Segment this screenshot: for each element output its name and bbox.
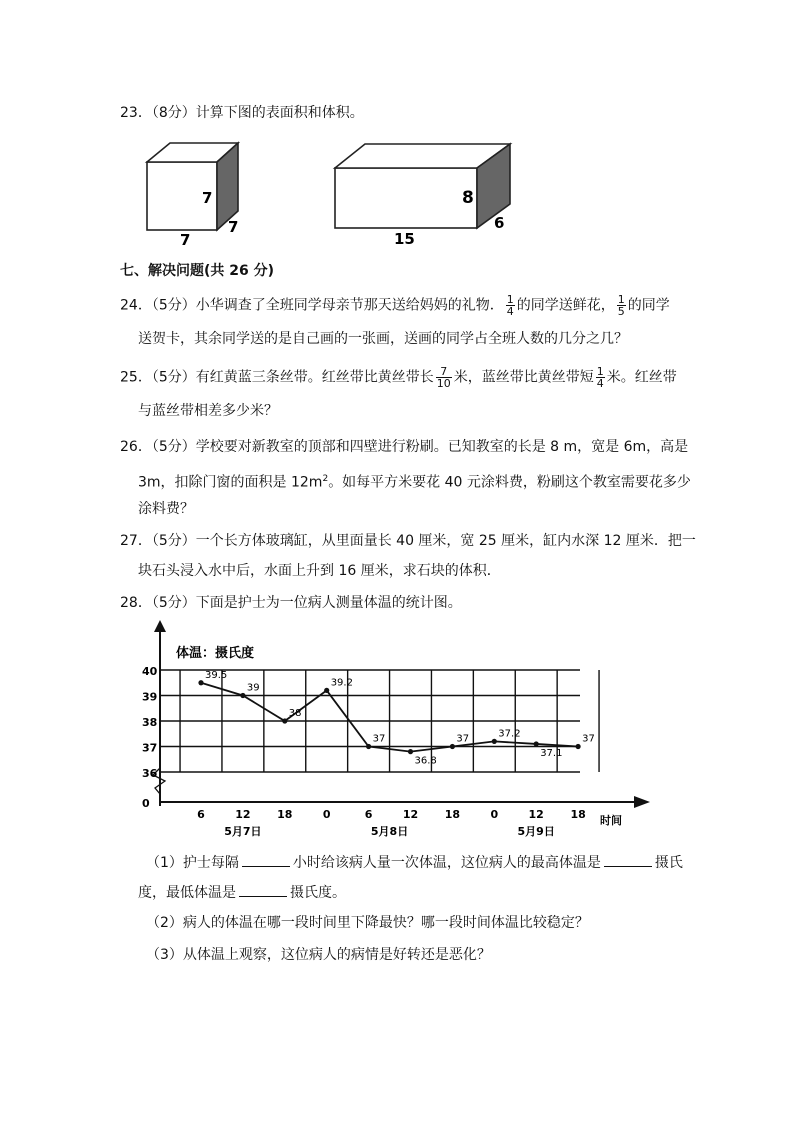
- data-point: [324, 688, 329, 693]
- q28-sub3: （3）从体温上观察，这位病人的病情是好转还是恶化？: [146, 947, 491, 963]
- q26-line3: 涂料费？: [138, 501, 194, 517]
- point-label: 37.1: [540, 747, 563, 759]
- cube-side-label: 7: [228, 218, 239, 236]
- day-label: 5月8日: [370, 825, 409, 838]
- y-tick-label: 39: [142, 690, 158, 704]
- box-height-label: 8: [462, 188, 474, 208]
- chart-xlabel: 时间: [600, 814, 622, 827]
- cube-front-label: 7: [202, 189, 213, 207]
- chart-title: 体温：摄氏度: [176, 646, 255, 661]
- x-tick-label: 18: [277, 808, 293, 821]
- point-label: 37.2: [498, 728, 521, 740]
- box-width-label: 6: [494, 214, 505, 232]
- point-label: 37: [456, 733, 470, 745]
- point-label: 39: [246, 682, 260, 694]
- box-figure: [335, 144, 510, 248]
- point-label: 39.5: [205, 669, 228, 681]
- x-tick-label: 6: [364, 808, 373, 821]
- data-point: [492, 739, 497, 744]
- q23-label: 23．（8分）计算下图的表面积和体积。: [120, 105, 364, 121]
- answer-blank-max[interactable]: [604, 852, 652, 867]
- q28-sub2: （2）病人的体温在哪一段时间里下降最快？哪一段时间体温比较稳定？: [146, 915, 589, 931]
- x-tick-label: 18: [444, 808, 461, 821]
- x-tick-label: 12: [402, 808, 419, 821]
- point-label: 37: [582, 733, 595, 745]
- q26-line2: 3m，扣除门窗的面积是 $12m^2$。如每平方米要花 40 元涂料费，粉刷这个教室需要花多少: [138, 474, 691, 491]
- point-label: 37: [372, 733, 386, 745]
- q26-line1: 26．（5分）学校要对新教室的顶部和四壁进行粉刷。已知教室的长是 8 m，宽是 6m，高是: [120, 439, 689, 455]
- q28-label: 28．（5分）下面是护士为一位病人测量体温的统计图。: [120, 595, 462, 611]
- day-label: 5月9日: [517, 825, 555, 838]
- q25-line1: 25．（5分）有红黄蓝三条丝带。红丝带比黄丝带长 $\frac{7}{10}$ 米，蓝丝带比黄丝带短 $\frac{1}{4}$ 米。红丝带: [120, 365, 677, 390]
- data-point: [282, 718, 287, 723]
- data-point: [576, 744, 581, 749]
- y-tick-label: 36: [142, 767, 158, 780]
- point-label: 36.8: [414, 755, 437, 767]
- q23-figures: [140, 136, 520, 251]
- box-length-label: 15: [394, 230, 415, 248]
- data-point: [240, 693, 245, 698]
- data-point: [408, 749, 413, 754]
- x-tick-label: 12: [528, 808, 544, 821]
- x-tick-label: 0: [490, 808, 499, 821]
- q28-sub1-line2: 度，最低体温是 摄氏度。: [138, 882, 346, 902]
- q27-line2: 块石头浸入水中后，水面上升到 16 厘米，求石块的体积．: [138, 563, 501, 579]
- x-tick-label: 0: [322, 808, 331, 821]
- y-tick-label: 38: [142, 716, 158, 729]
- y-tick-label: 0: [142, 797, 150, 810]
- y-tick-label: 40: [142, 665, 158, 678]
- data-point: [450, 744, 455, 749]
- x-tick-label: 6: [197, 808, 205, 821]
- cube-bottom-label: 7: [180, 231, 191, 249]
- y-tick-label: 37: [142, 741, 158, 755]
- cube-figure: [147, 143, 238, 249]
- q27-line1: 27．（5分）一个长方体玻璃缸，从里面量长 40 厘米，宽 25 厘米，缸内水深 12 厘米．把一: [120, 533, 696, 549]
- answer-blank-interval[interactable]: [242, 852, 290, 867]
- x-tick-label: 18: [570, 808, 586, 821]
- day-label: 5月7日: [224, 825, 262, 838]
- x-tick-label: 12: [235, 808, 251, 821]
- q28-sub1-line1: （1）护士每隔 小时给该病人量一次体温，这位病人的最高体温是 摄氏: [146, 852, 683, 872]
- q24-line1: 24．（5分）小华调查了全班同学母亲节那天送给妈妈的礼物． $\frac{1}{4}$ 的同学送鲜花， $\frac{1}{5}$ 的同学: [120, 293, 670, 318]
- data-point: [198, 680, 203, 685]
- point-label: 39.2: [330, 677, 353, 689]
- q25-line2: 与蓝丝带相差多少米？: [138, 403, 278, 419]
- temperature-chart: [138, 618, 658, 840]
- point-label: 38: [288, 708, 302, 719]
- q24-line2: 送贺卡，其余同学送的是自己画的一张画，送画的同学占全班人数的几分之几？: [138, 331, 628, 347]
- data-point: [534, 741, 539, 746]
- data-point: [366, 744, 371, 749]
- section-title: 七、解决问题(共 26 分): [120, 263, 275, 279]
- answer-blank-min[interactable]: [239, 882, 287, 897]
